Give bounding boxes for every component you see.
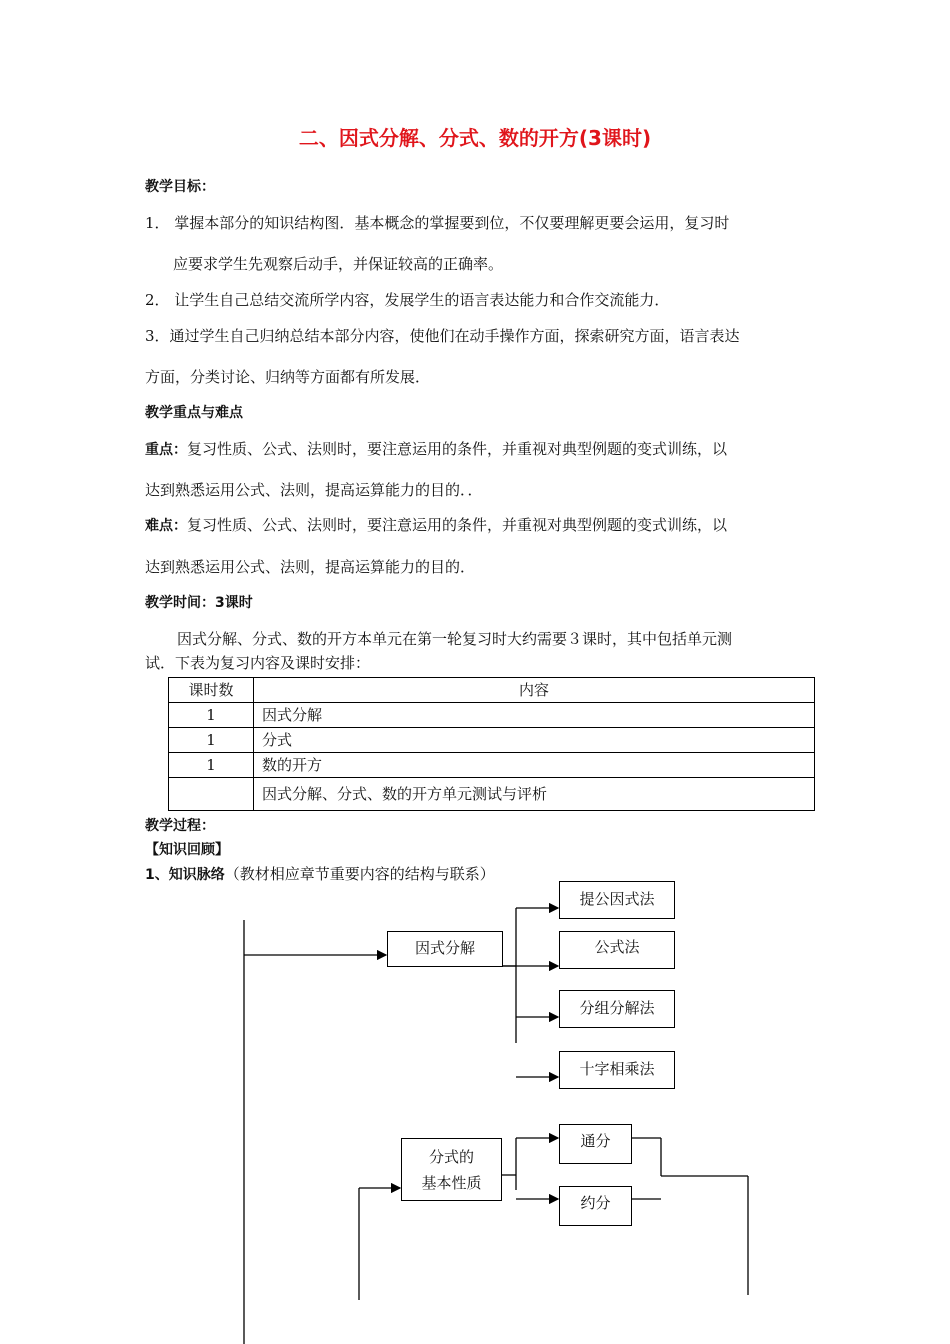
table-cell-content: 因式分解 xyxy=(254,703,815,728)
knowledge-context-note: （教材相应章节重要内容的结构与联系） xyxy=(224,865,495,883)
difficult-text-1: 复习性质、公式、法则时，要注意运用的条件，并重视对典型例题的变式训练，以 xyxy=(187,516,728,534)
key-label: 重点： xyxy=(145,442,187,458)
knowledge-context-label: 1、知识脉络 xyxy=(145,867,225,883)
cross-multiplication-box: 十字相乘法 xyxy=(559,1051,675,1089)
table-cell-hours: 1 xyxy=(169,753,254,778)
page-title: 二、因式分解、分式、数的开方(3课时) xyxy=(298,126,652,150)
time-heading: 教学时间：3课时 xyxy=(145,595,253,611)
objective-3-line-1: 3．通过学生自己归纳总结本部分内容，使他们在动手操作方面，探索研究方面，语言表达 xyxy=(145,327,740,345)
fraction-properties-line-2: 基本性质 xyxy=(421,1174,482,1192)
formula-box: 公式法 xyxy=(559,931,675,969)
objective-2: 2． 让学生自己总结交流所学内容，发展学生的语言表达能力和合作交流能力． xyxy=(145,291,670,309)
objective-3-line-2: 方面，分类讨论、归纳等方面都有所发展． xyxy=(145,368,431,386)
process-heading: 教学过程： xyxy=(145,818,215,834)
key-point-line-2: 达到熟悉运用公式、法则，提高运算能力的目的．． xyxy=(145,481,483,499)
table-cell-hours: 1 xyxy=(169,728,254,753)
reduction-box: 约分 xyxy=(559,1186,632,1226)
difficult-label: 难点： xyxy=(145,518,187,534)
factorization-box: 因式分解 xyxy=(387,931,503,967)
key-points-heading: 教学重点与难点 xyxy=(145,405,243,421)
common-factor-box: 提公因式法 xyxy=(559,881,675,919)
objective-1-line-1: 1． 掌握本部分的知识结构图．基本概念的掌握要到位，不仅要理解更要会运用，复习时 xyxy=(145,214,730,232)
difficult-point-line-2: 达到熟悉运用公式、法则，提高运算能力的目的． xyxy=(145,558,476,576)
table-cell-content: 数的开方 xyxy=(254,753,815,778)
column-header-content: 内容 xyxy=(254,678,815,703)
time-intro-line-1: 因式分解、分式、数的开方本单元在第一轮复习时大约需要３课时，其中包括单元测 xyxy=(177,630,733,648)
knowledge-review-heading: 【知识回顾】 xyxy=(145,842,229,858)
time-intro-line-2: 试．下表为复习内容及课时安排： xyxy=(145,654,371,672)
table-cell-hours: 1 xyxy=(169,703,254,728)
key-text-1: 复习性质、公式、法则时，要注意运用的条件，并重视对典型例题的变式训练，以 xyxy=(187,440,728,458)
table-cell-content: 因式分解、分式、数的开方单元测试与评析 xyxy=(254,778,815,811)
objective-1-line-2: 应要求学生先观察后动手，并保证较高的正确率。 xyxy=(173,255,504,273)
fraction-properties-line-1: 分式的 xyxy=(428,1148,474,1166)
grouping-box: 分组分解法 xyxy=(559,990,675,1028)
common-denominator-box: 通分 xyxy=(559,1124,632,1164)
fraction-properties-box xyxy=(401,1138,502,1201)
objectives-heading: 教学目标： xyxy=(145,179,215,195)
table-cell-content: 分式 xyxy=(254,728,815,753)
column-header-hours: 课时数 xyxy=(169,678,254,703)
